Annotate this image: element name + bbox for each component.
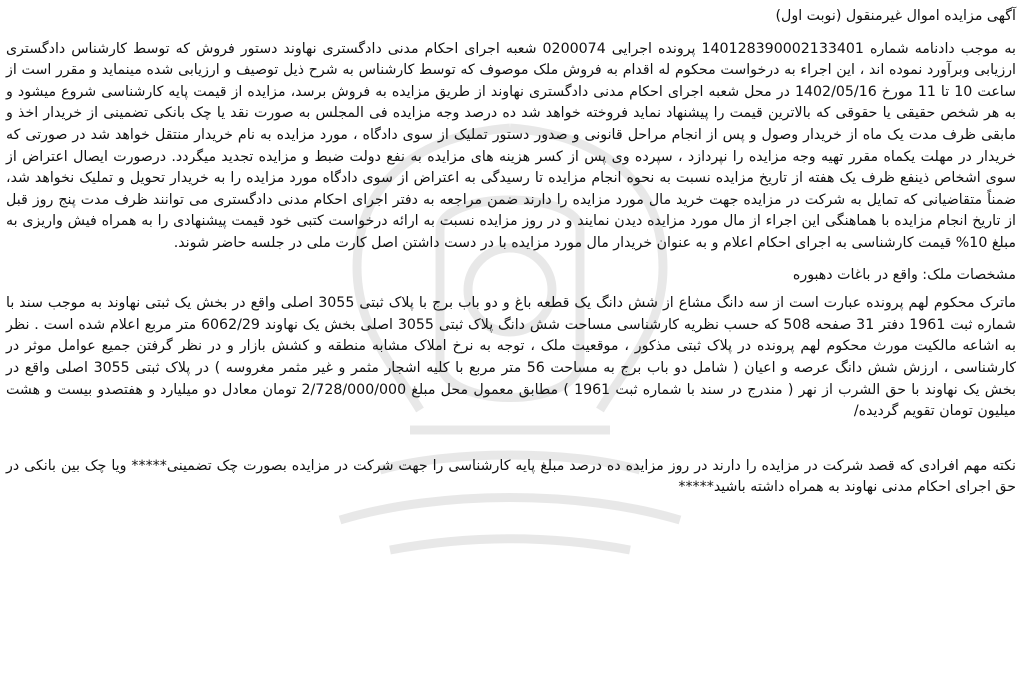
notice-title: آگهی مزایده اموال غیرمنقول (نوبت اول) xyxy=(775,8,1016,24)
notice-document xyxy=(6,6,1016,499)
property-specs-heading: مشخصات ملک: واقع در باغات دهبوره xyxy=(792,266,1016,283)
auction-terms-paragraph: به موجب دادنامه شماره 140128390002133401 پرونده اجرایی 0200074 شعبه اجرای احکام مدنی دادگستری نهاوند دستور فروش که توسط کارشناس دادگستری ارزیابی وبرآورد نموده اند ، این اجراء به درخواست محکوم له اقدام به فروش ملک موصوف که توسط کارشناس به شرح ذیل توصیف و ارزیابی شده مینماید و مقرر است از ساعت 10 تا 11 مورخ 1402/05/16 در محل شعبه اجرای احکام مدنی دادگستری نهاوند از طریق مزایده به فروش برسد، مزایده از قیمت پایه کارشناسی شروع میشود و به هر شخص حقیقی یا حقوقی که بالاترین قیمت را پیشنهاد نماید فروخته خواهد شد ده درصد وجه مزایده فی المجلس به صورت نقد یا چک بانکی تضمینی از خریدار اخذ و مابقی ظرف مدت یک ماه از خریدار وصول و پس از انجام مراحل قانونی و صدور دستور تملیک از سوی دادگاه ، مورد مزایده به نام خریدار منتقل خواهد شد در صورتی که خریدار در مهلت یکماه مقرر تهیه وجه مزایده را نپردازد ، سپرده وی پس از کسر هزینه های مزایده به نفع دولت ضبط و مزایده تجدید میگردد. درصورت ایصال اعتراض از سوی اشخاص ذینفع ظرف یک هفته از تاریخ مزایده نسبت به نحوه انجام مزایده تا رسیدگی به اعتراض از سوی دادگاه مورد مزایده را به خریدار تحویل و تملیک نخواهد شد، ضمناً متقاضیانی که تمایل به شرکت در مزایده جهت خرید مال مورد مزایده را دارند ضمن مراجعه به دفتر اجرای احکام مدنی دادگستری می توانند ظرف مدت پنج روز قبل از تاریخ انجام مزایده با هماهنگی این اجراء از مال مورد مزایده دیدن نمایند و در روز مزایده نسبت به ارائه درخواست کتبی خود قیمت پیشنهادی را به همراه فیش واریزی به مبلغ 10% قیمت کارشناسی به اجرای احکام اعلام و به عنوان خریدار مال مورد مزایده با در دست داشتن اصل کارت ملی در جلسه حاضر شوند. xyxy=(6,40,1016,251)
important-note-paragraph: نکته مهم افرادی که قصد شرکت در مزایده را دارند در روز مزایده ده درصد مبلغ پایه کارشناسی را جهت شرکت در مزایده بصورت چک تضمینی***** ویا چک بین بانکی در حق اجرای احکام مدنی نهاوند به همراه داشته باشید***** xyxy=(6,457,1016,496)
property-description-paragraph: ماترک محکوم لهم پرونده عبارت است از سه دانگ مشاع از شش دانگ یک قطعه باغ و دو باب برج با پلاک ثبتی 3055 اصلی واقع در بخش یک ثبتی نهاوند به موجب سند با شماره ثبت 1961 دفتر 31 صفحه 508 که حسب نظریه کارشناسی مساحت شش دانگ پلاک ثبتی 3055 اصلی بخش یک نهاوند 6062/29 متر مربع اعلام شده است . نظر به اشاعه مالکیت مورث محکوم لهم پرونده در پلاک ثبتی مذکور ، موقعیت ملک ، توجه به نرخ املاک مشابه منطقه و کشش بازار و در نظر گرفتن جمیع عوامل موثر در کارشناسی ، ارزش شش دانگ عرصه و اعیان ( شامل دو باب برج به مساحت 56 متر مربع با کلیه اشجار مثمر و غیر مثمر مغروسه ) در پلاک ثبتی 3055 اصلی واقع در بخش یک نهاوند با حق الشرب از نهر ( مندرج در سند با شماره ثبت 1961 ) مطابق معمول محل مبلغ 2/728/000/000 تومان معادل دو میلیارد و هفتصدو بیست و هشت میلیون تومان تقویم گردیده/ xyxy=(6,295,1017,420)
